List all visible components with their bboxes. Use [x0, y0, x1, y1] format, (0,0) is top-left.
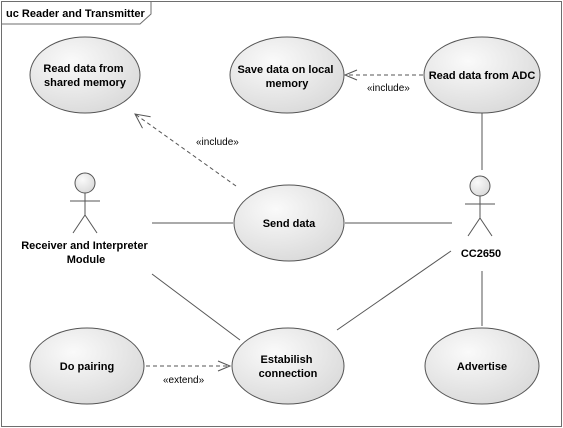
use-case-do-pairing-line-1: Do pairing — [59, 361, 115, 373]
use-case-establish-connection[interactable] — [232, 328, 344, 404]
actor-receiver-interpreter[interactable] — [21, 173, 151, 266]
use-case-advertise[interactable] — [425, 328, 539, 404]
include-label-adc-save: «include» — [367, 83, 410, 94]
actor-receiver-label-line-2: Module — [66, 254, 106, 266]
use-case-send-data[interactable] — [234, 185, 344, 261]
include-label-send-shared: «include» — [196, 137, 239, 148]
use-case-read-adc-line-1: Read data from ADC — [428, 70, 536, 82]
svg-text:Receiver and Interpreter — [21, 240, 151, 266]
actor-cc2650-label: CC2650 — [460, 248, 502, 260]
use-case-save-local-memory[interactable] — [230, 37, 344, 113]
actor-receiver-label-line-1: Receiver and Interpreter — [21, 240, 148, 252]
include-send-to-shared — [135, 114, 236, 186]
extend-label-pairing-establish: «extend» — [163, 375, 205, 386]
use-case-read-shared-memory[interactable] — [30, 37, 140, 113]
use-case-read-shared-memory-line-1: Read data from — [43, 63, 124, 75]
use-case-do-pairing[interactable] — [30, 328, 144, 404]
actor-receiver-head — [75, 173, 95, 193]
use-case-establish-connection-line-2: connection — [258, 368, 318, 380]
use-case-establish-connection-line-1: Estabilish — [260, 354, 313, 366]
actor-cc2650-head — [470, 176, 490, 196]
use-case-read-shared-memory-line-2: shared memory — [44, 77, 126, 89]
assoc-receiver-establish — [152, 274, 240, 340]
use-case-read-adc[interactable] — [424, 37, 540, 113]
use-case-send-data-line-1: Send data — [262, 218, 316, 230]
assoc-establish-cc2650 — [337, 251, 451, 330]
use-case-save-local-memory-line-1: Save data on local — [237, 64, 334, 76]
use-case-advertise-line-1: Advertise — [456, 361, 508, 373]
actor-cc2650[interactable] — [461, 176, 501, 260]
frame-title: uc Reader and Transmitter — [6, 8, 145, 20]
use-case-save-local-memory-line-2: memory — [265, 78, 309, 90]
